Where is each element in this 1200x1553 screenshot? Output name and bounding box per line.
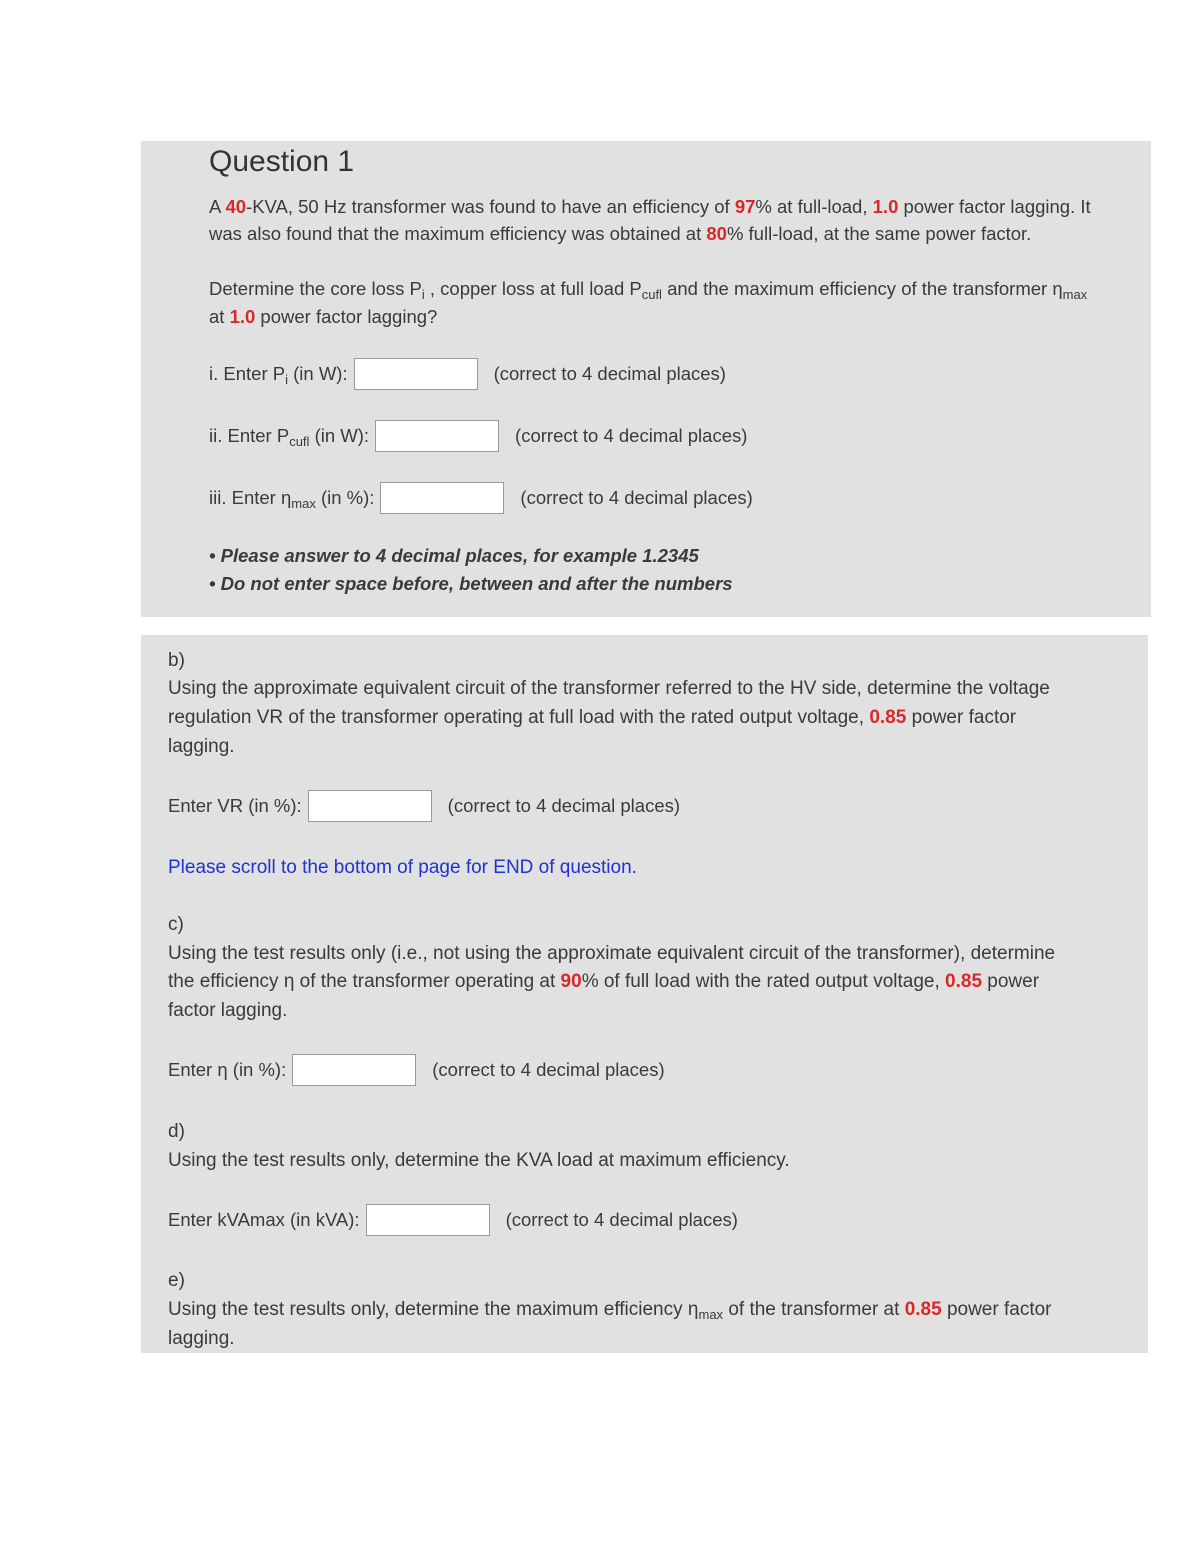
field-hint: (correct to 4 decimal places) [432, 1059, 665, 1080]
part-b-letter: b) [168, 650, 185, 671]
eta-max-input[interactable] [380, 482, 504, 514]
field-row-vr [168, 790, 680, 822]
field-label: Enter VR (in %): [168, 795, 302, 816]
field-hint: (correct to 4 decimal places) [447, 795, 681, 816]
part-d-letter: d) [168, 1121, 185, 1142]
pcufl-input[interactable] [375, 420, 499, 452]
kvamax-input[interactable] [366, 1204, 490, 1236]
pi-input[interactable] [354, 358, 478, 390]
field-hint: (correct to 4 decimal places) [520, 487, 753, 508]
part-b-line-2: regulation VR of the transformer operating at full load with the rated output voltage, 0.85 power factor [168, 707, 1017, 728]
part-d-line-1: Using the test results only, determine the KVA load at maximum efficiency. [168, 1150, 790, 1171]
field-row-pcufl [209, 420, 747, 452]
part-e-line-2: lagging. [168, 1328, 235, 1349]
field-row-etamax [209, 482, 753, 514]
part-c-line-3: factor lagging. [168, 1000, 288, 1021]
field-hint: (correct to 4 decimal places) [505, 1209, 738, 1230]
field-row-kvamax [168, 1204, 738, 1236]
note-no-spaces: • Do not enter space before, between and after the numbers [209, 573, 733, 594]
determine-line-1: Determine the core loss $P_i$ , copper loss at full load $P_{cufl}$ and the maximum efficiency of the transformer $\eta_{max}$ [209, 278, 1088, 302]
intro-line-1: A 40-KVA, 50 Hz transformer was found to have an efficiency of 97% at full-load, 1.0 power factor lagging. It [209, 196, 1091, 217]
part-b-line-3: lagging. [168, 736, 235, 757]
field-label: Enter η (in %): [168, 1059, 287, 1080]
field-label: Enter kVAmax (in kVA): [168, 1209, 360, 1230]
scroll-note: Please scroll to the bottom of page for END of question. [168, 857, 637, 878]
field-label: ii. Enter $P_{cufl}$ (in W): [209, 425, 370, 449]
determine-line-2: at 1.0 power factor lagging? [209, 306, 438, 327]
note-decimal-places: • Please answer to 4 decimal places, for example 1.2345 [209, 545, 699, 566]
part-c-line-1: Using the test results only (i.e., not using the approximate equivalent circuit of the transformer), determine [168, 943, 1056, 964]
part-e-letter: e) [168, 1270, 185, 1291]
field-label: iii. Enter $\eta_{max}$ (in %): [209, 487, 375, 511]
question-title: Question 1 [209, 145, 355, 178]
intro-line-2: was also found that the maximum efficiency was obtained at 80% full-load, at the same power factor. [209, 223, 1032, 244]
field-row-eta [168, 1054, 665, 1086]
part-b-line-1: Using the approximate equivalent circuit of the transformer referred to the HV side, determine the voltage [168, 678, 1050, 699]
field-label: i. Enter $P_i$ (in W): [209, 363, 348, 387]
part-c-line-2: the efficiency η of the transformer operating at 90% of full load with the rated output voltage, 0.85 power [168, 971, 1040, 992]
part-e-line-1: Using the test results only, determine the maximum efficiency $\eta_{max}$ of the transformer at 0.85 power factor [168, 1299, 1052, 1322]
field-row-pi [209, 358, 726, 390]
field-hint: (correct to 4 decimal places) [493, 363, 726, 384]
field-hint: (correct to 4 decimal places) [515, 425, 748, 446]
vr-input[interactable] [308, 790, 432, 822]
eta-input[interactable] [292, 1054, 416, 1086]
part-c-letter: c) [168, 914, 184, 935]
